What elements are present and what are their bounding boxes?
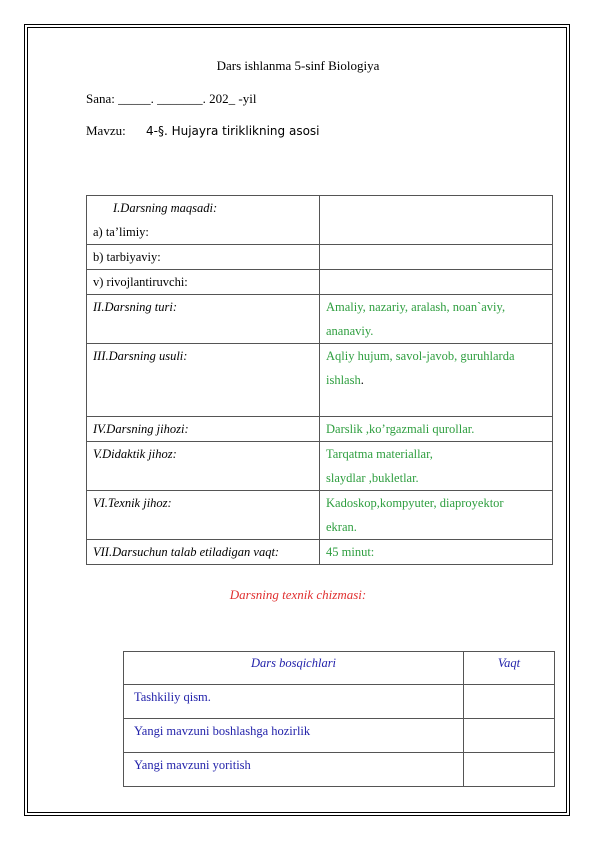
- lesson-type-value: [320, 295, 553, 344]
- technical-scheme-title: Darsning texnik chizmasi:: [229, 587, 367, 602]
- technical-value-line1: Kadoskop,kompyuter, diaproyektor: [326, 496, 504, 510]
- technical-label: VI.Texnik jihoz:: [87, 491, 320, 540]
- topic-line: [86, 123, 320, 139]
- lesson-type-value-line1: Amaliy, nazariy, aralash, noan`aviy,: [326, 300, 506, 314]
- table-cell: [320, 245, 553, 270]
- didactic-label: V.Didaktik jihoz:: [87, 442, 320, 491]
- goal-educational: a) ta’limiy:: [93, 225, 149, 239]
- stage-time: [464, 685, 555, 719]
- table-row: [87, 491, 553, 540]
- lesson-method-value-text: ishlash: [326, 373, 361, 387]
- goal-developmental: v) rivojlantiruvchi:: [87, 270, 320, 295]
- lesson-method-value-line2: [326, 368, 546, 392]
- technical-value: [320, 491, 553, 540]
- table-row: [124, 719, 555, 753]
- lesson-info-table: [86, 195, 553, 565]
- time-label: VII.Darsuchun talab etiladigan vaqt:: [87, 540, 320, 565]
- document-title: Dars ishlanma 5-sinf Biologiya: [216, 58, 380, 73]
- table-row: [87, 245, 553, 270]
- table-row: [87, 295, 553, 344]
- didactic-value-line1: Tarqatma materiallar,: [326, 447, 433, 461]
- table-row: [124, 685, 555, 719]
- lesson-type-value-line2: ananaviy.: [326, 324, 374, 338]
- date-line: Sana: _____. _______. 202_ -yil: [86, 91, 257, 106]
- lesson-method-value: [320, 344, 553, 417]
- stage-time: [464, 753, 555, 787]
- topic-label: Mavzu:: [86, 123, 126, 138]
- stage-name: Tashkiliy qism.: [124, 685, 464, 719]
- table-row: [87, 540, 553, 565]
- equipment-value: Darslik ,ko’rgazmali qurollar.: [320, 417, 553, 442]
- lesson-type-label: II.Darsning turi:: [87, 295, 320, 344]
- lesson-method-label: III.Darsning usuli:: [87, 344, 320, 417]
- table-cell: [320, 196, 553, 245]
- table-row: [87, 270, 553, 295]
- time-value: 45 minut:: [320, 540, 553, 565]
- table-cell: [320, 270, 553, 295]
- stage-name: Yangi mavzuni boshlashga hozirlik: [124, 719, 464, 753]
- table-row: [87, 442, 553, 491]
- table-row: [87, 344, 553, 417]
- lesson-method-value-line1: Aqliy hujum, savol-javob, guruhlarda: [326, 349, 515, 363]
- topic-value: 4-§. Hujayra tiriklikning asosi: [146, 124, 320, 138]
- goal-heading: I.Darsning maqsadi:: [113, 201, 218, 215]
- table-row: [87, 417, 553, 442]
- didactic-value: [320, 442, 553, 491]
- table-row: [124, 753, 555, 787]
- goal-upbringing: b) tarbiyaviy:: [87, 245, 320, 270]
- lesson-stages-table: [123, 651, 555, 787]
- stage-time: [464, 719, 555, 753]
- stage-name: Yangi mavzuni yoritish: [124, 753, 464, 787]
- equipment-label: IV.Darsning jihozi:: [87, 417, 320, 442]
- time-column-header: Vaqt: [464, 652, 555, 685]
- table-cell: [87, 196, 320, 245]
- table-header-row: [124, 652, 555, 685]
- table-row: [87, 196, 553, 245]
- didactic-value-line2: slaydlar ,bukletlar.: [326, 471, 419, 485]
- lesson-method-period: .: [360, 373, 364, 387]
- technical-value-line2: ekran.: [326, 520, 357, 534]
- stages-column-header: Dars bosqichlari: [124, 652, 464, 685]
